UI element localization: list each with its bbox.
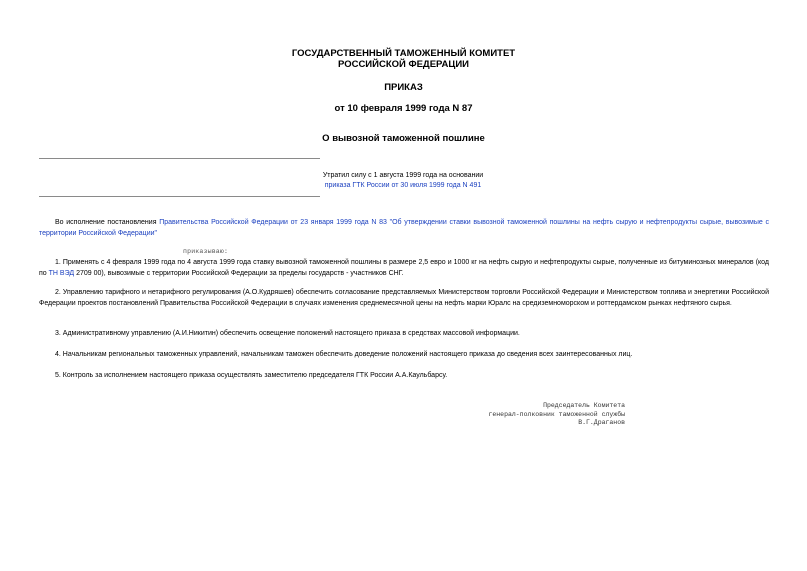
separator-bottom: [39, 196, 320, 197]
intro-prefix: Во исполнение постановления: [55, 219, 160, 226]
org-line-2: РОССИЙСКОЙ ФЕДЕРАЦИИ: [337, 59, 469, 70]
item-5: 5. Контроль за исполнением настоящего приказа осуществлять заместителю председателя ГТК России А.А.Каульбарсу.: [55, 372, 448, 379]
document-date: от 10 февраля 1999 года N 87: [334, 103, 473, 114]
item-2: 2. Управлению тарифного и нетарифного регулирования (А.О.Кудряшев) обеспечить согласование представляемых Министерством торговли Российской Федерации и Министерством топлива и энергетики Российской Федерации проектов постановлений Правительства Российской Федерации в случаях изменения среднемесячной цены на нефть марки Юралс на средиземноморском и роттердамском рынках нефтяного сырья.: [39, 289, 769, 307]
item-1-text-a: 1. Применять с 4 февраля 1999 года по 4 августа 1999 года ставку вывозной таможенной пошлины в размере 2,5 евро и 1000 кг на нефть сырую и нефтепродукты сырые, полученные из битуминозных минералов (код по: [39, 259, 769, 277]
signature-position: Председатель Комитета: [543, 402, 625, 409]
status-note: Утратил силу с 1 августа 1999 года на основании: [322, 172, 484, 179]
signature-rank: генерал-полковник таможенной службы: [488, 410, 625, 418]
signature-name: В.Г.Драганов: [578, 419, 625, 426]
repeal-order-link[interactable]: приказа ГТК России от 30 июля 1999 года N 491: [324, 182, 482, 189]
item-1: [39, 258, 769, 279]
government-decree-link[interactable]: Правительства Российской Федерации от 23 января 1999 года N 83 "Об утверждении ставки вывозной таможенной пошлины на нефть сырую и нефтепродукты сырые, вывозимые с территории Российской Федерации": [39, 219, 769, 237]
issuing-organization: [0, 48, 807, 70]
status-note-link-line: [300, 181, 506, 191]
item-3: 3. Административному управлению (А.И.Никитин) обеспечить освещение положений настоящего приказа в средствах массовой информации.: [55, 330, 520, 337]
org-line-1: ГОСУДАРСТВЕННЫЙ ТАМОЖЕННЫЙ КОМИТЕТ: [291, 48, 516, 59]
document-subject: О вывозной таможенной пошлине: [322, 133, 485, 144]
separator-top: [39, 158, 320, 159]
document-type: ПРИКАЗ: [384, 82, 423, 93]
signature-block: [430, 402, 625, 428]
order-word: приказываю:: [183, 248, 229, 255]
intro-paragraph: [39, 218, 769, 239]
tn-ved-link[interactable]: ТН ВЭД: [48, 269, 75, 277]
item-4: 4. Начальникам региональных таможенных управлений, начальникам таможен обеспечить доведение положений настоящего приказа до сведения всех заинтересованных лиц.: [55, 351, 633, 358]
item-1-text-b: 2709 00), вывозимые с территории Российской Федерации за пределы государств - участников СНГ.: [74, 269, 404, 277]
